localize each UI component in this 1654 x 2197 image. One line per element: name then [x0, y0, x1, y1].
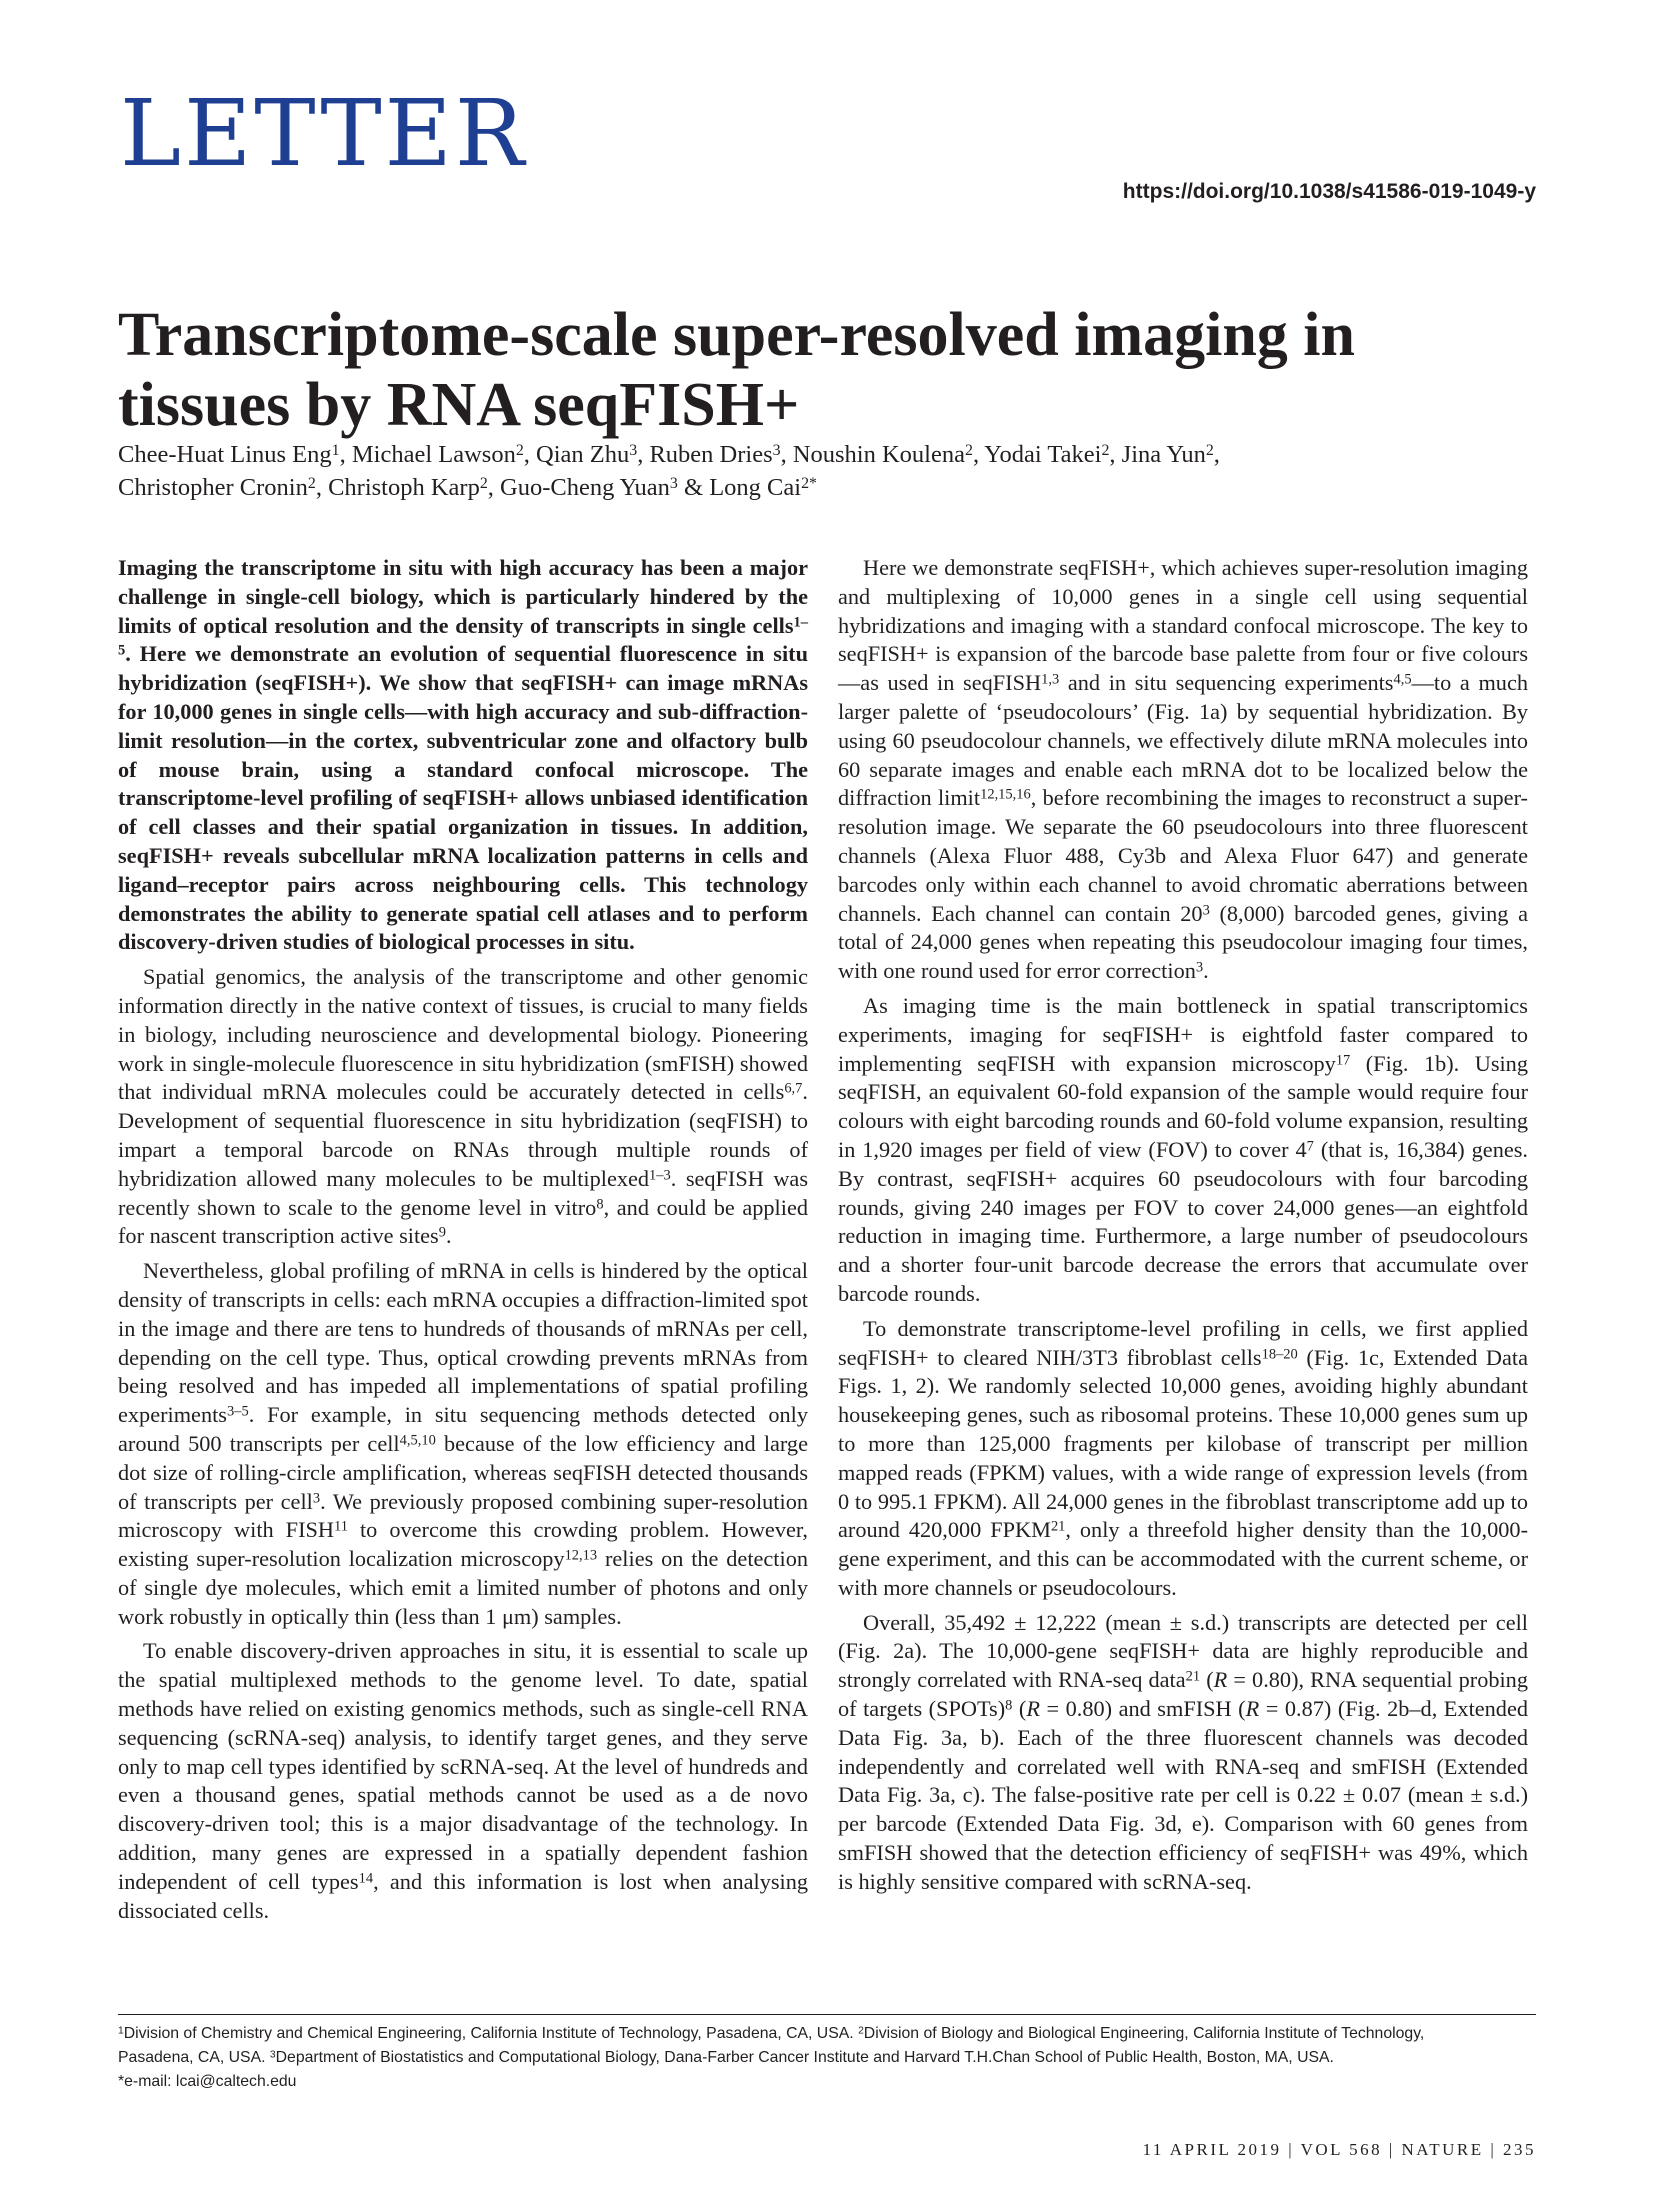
text-run: *e-mail: lcai@caltech.edu: [118, 2073, 297, 2090]
citation-superscript: 21: [1050, 1518, 1066, 1535]
affiliation-mark: 3: [629, 441, 638, 459]
text-run: Imaging the transcriptome in situ with high accuracy has been a major challenge in single-cell biology, which is particularly hindered by the limits of optical resolution and the density of transcripts in single cells: [118, 555, 808, 638]
author-separator: ,: [523, 441, 537, 468]
right-column: [838, 554, 1528, 1897]
text-run: .: [1203, 958, 1209, 984]
text-run: Division of Chemistry and Chemical Engineering, California Institute of Technology, Pasadena, CA, USA.: [123, 2025, 859, 2042]
author-name: Christopher Cronin: [118, 474, 308, 501]
author-separator: ,: [780, 441, 793, 468]
citation-superscript: 9: [438, 1224, 446, 1241]
text-run: —to a much larger palette of ‘pseudocolours’ (Fig. 1a) by sequential hybridization. By using 60 pseudocolour channels, we effectively dilute mRNA molecules into 60 separate images and enable each mRNA dot to be localized below the diffraction limit: [838, 670, 1528, 811]
citation-superscript: 3–5: [226, 1403, 249, 1420]
citation-superscript: 7: [1306, 1138, 1314, 1155]
text-run: Overall, 35,492 ± 12,222 (mean ± s.d.) transcripts are detected per cell (Fig. 2a). The 10,000-gene seqFISH+ data are highly reproducible and strongly correlated with RNA-seq data: [838, 1609, 1528, 1693]
affiliation-mark: 2*: [801, 474, 817, 492]
citation-superscript: 17: [1335, 1052, 1351, 1069]
title-line-1: Transcriptome-scale super-resolved imaging in: [118, 301, 1356, 369]
affiliation-mark: 3: [772, 441, 781, 459]
author-separator: ,: [487, 474, 501, 501]
citation-superscript: 12,15,16: [980, 786, 1031, 803]
italic-symbol: R: [1026, 1696, 1040, 1722]
text-run: (: [1012, 1696, 1027, 1722]
italic-symbol: R: [1213, 1667, 1228, 1693]
text-run: because of the low efficiency and large dot size of rolling-circle amplification, whereas seqFISH detected thousands of transcripts per cell: [118, 1430, 808, 1514]
author-separator: &: [677, 474, 710, 501]
affiliation-line-1: [118, 2022, 1538, 2046]
text-run: As imaging time is the main bottleneck in spatial transcriptomics experiments, imaging for seqFISH+ is eightfold faster compared to implementing seqFISH with expansion microscopy: [838, 992, 1528, 1076]
affiliation-mark: 2: [479, 474, 488, 492]
text-run: (Fig. 1c, Extended Data Figs. 1, 2). We randomly selected 10,000 genes, avoiding highly abundant housekeeping genes, such as ribosomal proteins. These 10,000 genes sum up to more than 125,000 fragments per kilobase of transcript per million mapped reads (FPKM) values, with a wide range of expression levels (from 0 to 995.1 FPKM). All 24,000 genes in the fibroblast transcriptome add up to around 420,000 FPKM: [838, 1344, 1529, 1543]
affiliation-mark: 2: [515, 441, 524, 459]
body-paragraph: [838, 554, 1528, 986]
page-footer: 11 APRIL 2019 | VOL 568 | NATURE | 235: [1142, 2140, 1536, 2159]
text-run: = 0.87) (Fig. 2b–d, Extended Data Fig. 3a, b). Each of the three fluorescent channels was decoded independently and correlated well with RNA-seq and smFISH (Extended Data Fig. 3a, c). The false-positive rate per cell is 0.22 ± 0.07 (mean ± s.d.) per barcode (Extended Data Fig. 3d, e). Comparison with 60 genes from smFISH showed that the detection efficiency of seqFISH+ was 49%, which is highly sensitive compared with scRNA-seq.: [838, 1696, 1528, 1894]
affiliation-mark: 2: [307, 474, 316, 492]
author-name: Long Cai: [709, 474, 802, 501]
text-run: (Fig. 1b). Using seqFISH, an equivalent 60-fold expansion of the sample would require four colours with eight barcoding rounds and 60-fold volume expansion, resulting in 1,920 images per field of view (FOV) to cover 4: [838, 1050, 1528, 1162]
author-name: Guo-Cheng Yuan: [500, 474, 670, 501]
author-name: Qian Zhu: [536, 441, 630, 468]
author-name: Chee-Huat Linus Eng: [118, 441, 332, 468]
text-run: to overcome this crowding problem. However, existing super-resolution localization microscopy: [118, 1517, 808, 1572]
citation-superscript: 6,7: [784, 1080, 803, 1097]
citation-superscript: 8: [1005, 1697, 1013, 1714]
text-run: Division of Biology and Biological Engineering, California Institute of Technology,: [863, 2025, 1425, 2042]
section-label: LETTER: [120, 80, 528, 187]
citation-superscript: 1,3: [1041, 671, 1060, 688]
text-run: , before recombining the images to reconstruct a super-resolution image. We separate the 60 pseudocolours into three fluorescent channels (Alexa Fluor 488, Cy3b and Alexa Fluor 647) and generate barcodes only within each channel to avoid chromatic aberrations between channels. Each channel can contain 20: [838, 785, 1528, 926]
text-run: To demonstrate transcriptome-level profiling in cells, we first applied seqFISH+ to cleared NIH/3T3 fibroblast cells: [838, 1315, 1528, 1370]
text-run: .: [445, 1223, 452, 1249]
author-name: Jina Yun: [1121, 441, 1206, 468]
article-title: [118, 300, 1538, 440]
doi-link[interactable]: https://doi.org/10.1038/s41586-019-1049-y: [1122, 180, 1536, 203]
citation-superscript: 1: [118, 2025, 124, 2037]
citation-superscript: 14: [358, 1870, 374, 1887]
author-name: Yodai Takei: [984, 441, 1102, 468]
author-name: Ruben Dries: [649, 441, 773, 468]
citation-superscript: 3: [1195, 959, 1204, 976]
citation-superscript: 2: [858, 2025, 864, 2037]
author-separator: ,: [315, 474, 329, 501]
affiliations: [118, 2022, 1538, 2094]
text-run: (that is, 16,384) genes. By contrast, seqFISH+ acquires 60 pseudocolours with four barcoding rounds, giving 240 images per FOV to cover 24,000 genes—an eightfold reduction in imaging time. Furthermore, a large number of pseudocolours and a shorter four-unit barcode decrease the errors that accumulate over barcode rounds.: [838, 1136, 1529, 1306]
abstract-paragraph: [118, 554, 808, 957]
author-line-2: [118, 474, 817, 501]
body-paragraph: [118, 963, 808, 1251]
text-run: Here we demonstrate seqFISH+, which achieves super-resolution imaging and multiplexing of 10,000 genes in a single cell using sequential hybridizations and imaging with a standard confocal microscope. The key to seqFISH+ is expansion of the barcode base palette from four or five colours—as used in seqFISH: [838, 555, 1528, 696]
body-paragraph: [838, 992, 1528, 1309]
text-run: Spatial genomics, the analysis of the transcriptome and other genomic information directly in the native context of tissues, is crucial to many fields in biology, including neuroscience and developmental biology. Pioneering work in single-molecule fluorescence in situ hybridization (smFISH) showed that individual mRNA molecules could be accurately detected in cells: [118, 964, 808, 1105]
affiliation-mark: 2: [1205, 441, 1214, 459]
footnote-divider: [118, 2014, 1536, 2015]
author-separator: ,: [1213, 441, 1220, 468]
text-run: and in situ sequencing experiments: [1059, 670, 1394, 696]
citation-superscript: 8: [596, 1196, 604, 1213]
author-separator: ,: [972, 441, 985, 468]
text-run: . We previously proposed combining super-resolution microscopy with FISH: [118, 1488, 808, 1543]
text-run: , and this information is lost when analysing dissociated cells.: [118, 1868, 809, 1923]
affiliation-line-3: [118, 2070, 1538, 2094]
text-run: Department of Biostatistics and Computational Biology, Dana-Farber Cancer Institute and Harvard T.H.Chan School of Public Health, Boston, MA, USA.: [275, 2049, 1334, 2066]
citation-superscript: 4,5: [1393, 671, 1412, 688]
author-separator: ,: [1109, 441, 1122, 468]
text-run: . seqFISH was recently shown to scale to the genome level in vitro: [118, 1165, 808, 1220]
text-run: , and could be applied for nascent transcription active sites: [118, 1194, 808, 1249]
citation-superscript: 12,13: [564, 1547, 598, 1564]
author-name: Michael Lawson: [351, 441, 516, 468]
affiliation-mark: 3: [669, 474, 678, 492]
author-separator: ,: [637, 441, 650, 468]
left-column: [118, 554, 808, 1925]
citation-superscript: 21: [1185, 1668, 1201, 1685]
citation-superscript: 3: [312, 1489, 321, 1506]
citation-superscript: 1–5: [118, 614, 808, 659]
author-list: [118, 438, 1538, 504]
text-run: . Development of sequential fluorescence in situ hybridization (seqFISH) to impart a temporal barcode on RNAs through multiple rounds of hybridization allowed many molecules to be multiplexed: [118, 1079, 808, 1191]
author-line-1: [118, 441, 1220, 468]
author-name: Christoph Karp: [328, 474, 480, 501]
affiliation-mark: 1: [331, 441, 340, 459]
text-run: To enable discovery-driven approaches in situ, it is essential to scale up the spatial multiplexed methods to the genome level. To date, spatial methods have relied on existing genomics methods, such as single-cell RNA sequencing (scRNA-seq) analysis, to identify target genes, and they serve only to map cell types identified by scRNA-seq. At the level of hundreds and even a thousand genes, spatial methods cannot be used as a de novo discovery-driven tool; this is a major disadvantage of the technology. In addition, many genes are expressed in a spatially dependent fashion independent of cell types: [118, 1638, 808, 1894]
affiliation-line-2: [118, 2046, 1538, 2070]
affiliation-mark: 2: [1101, 441, 1110, 459]
body-paragraph: [838, 1315, 1528, 1603]
body-paragraph: [118, 1257, 808, 1631]
text-run: (8,000) barcoded genes, giving a total of 24,000 genes when repeating this pseudocolour imaging four times, with one round used for error correction: [838, 900, 1528, 984]
citation-superscript: 18–20: [1261, 1346, 1298, 1362]
affiliation-mark: 2: [965, 441, 973, 459]
author-separator: ,: [339, 441, 352, 468]
body-paragraph: [838, 1609, 1528, 1897]
text-run: . For example, in situ sequencing methods detected only around 500 transcripts per cell: [118, 1402, 808, 1456]
title-line-2: tissues by RNA seqFISH+: [118, 371, 800, 439]
text-run: = 0.80) and smFISH (: [1039, 1696, 1246, 1722]
italic-symbol: R: [1245, 1696, 1260, 1722]
text-run: relies on the detection of single dye molecules, which emit a limited number of photons and only work robustly in optically thin (less than 1 μm) samples.: [118, 1546, 808, 1629]
text-run: (: [1200, 1667, 1214, 1693]
text-run: , only a threefold higher density than the 10,000-gene experiment, and this can be accommodated with the current scheme, or with more channels or pseudocolours.: [838, 1517, 1529, 1600]
author-name: Noushin Koulena: [792, 441, 965, 468]
citation-superscript: 4,5,10: [399, 1432, 436, 1449]
citation-superscript: 3: [1202, 902, 1210, 919]
citation-superscript: 11: [334, 1518, 348, 1535]
citation-superscript: 1–3: [649, 1167, 671, 1184]
text-run: . Here we demonstrate an evolution of sequential fluorescence in situ hybridization (seqFISH+). We show that seqFISH+ can image mRNAs for 10,000 genes in single cells—with high accuracy and sub-diffraction-limit resolution—in the cortex, subventricular zone and olfactory bulb of mouse brain, using a standard confocal microscope. The transcriptome-level profiling of seqFISH+ allows unbiased identification of cell classes and their spatial organization in tissues. In addition, seqFISH+ reveals subcellular mRNA localization patterns in cells and ligand–receptor pairs across neighbouring cells. This technology demonstrates the ability to generate spatial cell atlases and to perform discovery-driven studies of biological processes in situ.: [118, 641, 808, 955]
text-run: = 0.80), RNA sequential probing of targets (SPOTs): [838, 1667, 1528, 1722]
text-run: Nevertheless, global profiling of mRNA in cells is hindered by the optical density of transcripts in cells: each mRNA occupies a diffraction-limited spot in the image and there are tens to hundreds of thousands of mRNAs per cell, depending on the cell type. Thus, optical crowding prevents mRNAs from being resolved and has impeded all implementations of spatial profiling experiments: [118, 1258, 808, 1428]
body-paragraph: [118, 1637, 808, 1925]
text-run: Pasadena, CA, USA.: [118, 2049, 270, 2066]
citation-superscript: 3: [269, 2049, 276, 2061]
